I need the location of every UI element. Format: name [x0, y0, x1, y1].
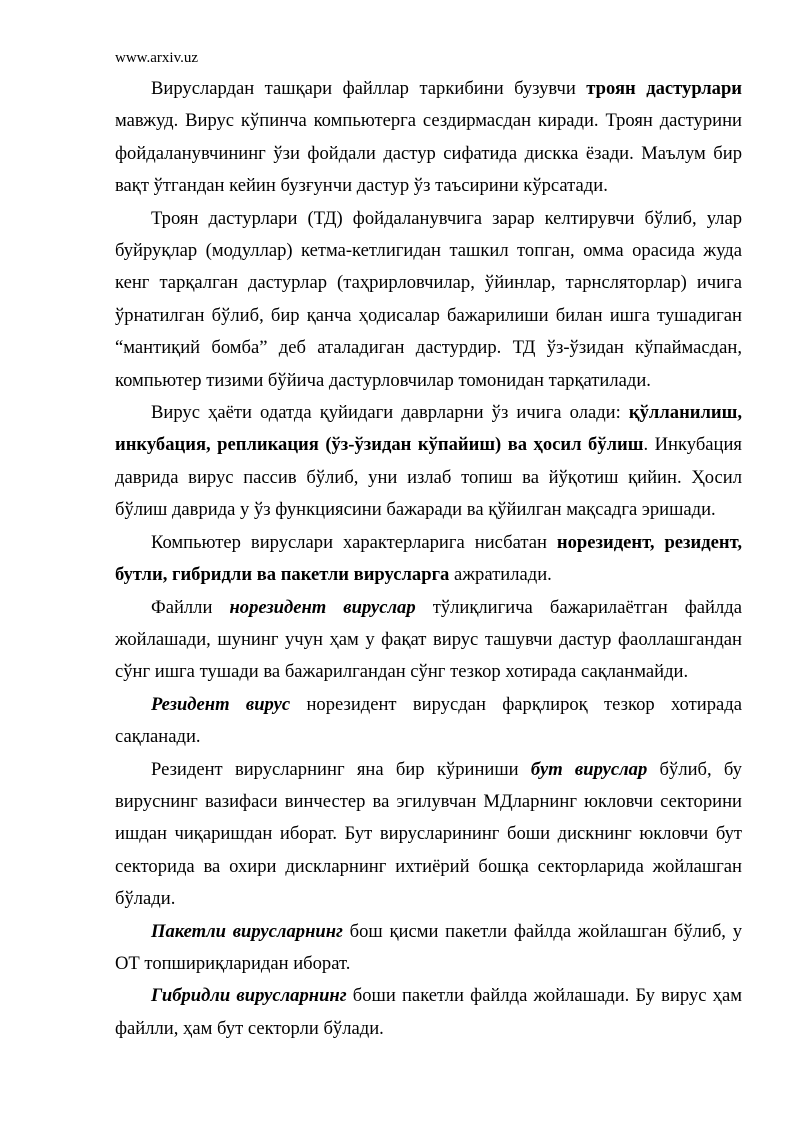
text-segment: бўлиб, бу вируснинг вазифаси винчестер ва эгилувчан МДларнинг юкловчи секторини ишдан чиқаришдан иборат. Бут вирусларининг боши дискнинг юкловчи бут секторида ва охири дискларнинг ихтиёрий бошқа секторларида жойлашган бўлади.	[115, 758, 742, 910]
text-segment: Компьютер вируслари характерларига нисбатан	[151, 531, 557, 553]
term-boot-viruses: бут вируслар	[530, 758, 648, 780]
paragraph-trojan-definition	[115, 203, 742, 397]
term-lifecycle-stages: қўлланилиш, инкубация, репликация (ўз-ўзидан кўпайиш) ва ҳосил бўлиш	[115, 402, 742, 456]
paragraph-nonresident-virus	[115, 592, 742, 689]
text-segment: Файлли	[151, 596, 230, 618]
text-segment: бош қисми пакетли файлда жойлашган бўлиб, у ОТ топшириқларидан иборат.	[115, 920, 742, 974]
paragraph-virus-types	[115, 527, 742, 592]
text-segment: Вируслардан ташқари файллар таркибини бузувчи	[151, 78, 587, 99]
paragraph-batch-virus	[115, 916, 742, 981]
text-segment: ажратилади.	[449, 564, 552, 586]
text-segment: Троян дастурлари (ТД) фойдаланувчига зарар келтирувчи бўлиб, улар буйруқлар (модуллар) кетма-кетлигидан ташкил топган, омма орасида жуда кенг тарқалган дастурлар (таҳрирловчилар, ўйинлар, тарнсляторлар) ичига ўрнатилган бўлиб, бир қанча ҳодисалар бажарилиши билан ишга тушадиган “мантиқий бомба” деб аталадиган дастурдир. ТД ўз-ўзидан кўпаймасдан, компьютер тизими бўйича дастурловчилар томонидан тарқатилади.	[115, 207, 742, 391]
term-batch-viruses: Пакетли вирусларнинг	[151, 920, 343, 942]
text-segment: . Инкубация даврида вирус пассив бўлиб, уни излаб топиш ва йўқотиш қийин. Ҳосил бўлиш даврида у ўз функциясини бажаради ва қўйилган мақсадга эришади.	[115, 434, 742, 521]
site-url: www.arxiv.uz	[115, 50, 199, 66]
paragraph-boot-virus	[115, 754, 742, 916]
text-segment: боши пакетли файлда жойлашади. Бу вирус ҳам файлли, ҳам бут секторли бўлади.	[115, 985, 742, 1039]
paragraph-hybrid-virus	[115, 980, 742, 1045]
text-segment: Резидент вирусларнинг яна бир кўриниши	[151, 758, 531, 780]
term-trojan-programs: троян дастурлари	[586, 78, 742, 99]
paragraph-resident-virus	[115, 689, 742, 754]
text-segment: мавжуд. Вирус кўпинча компьютерга сездирмасдан киради. Троян дастурини фойдаланувчининг ўзи фойдали дастур сифатида дискка ёзади. Маълум бир вақт ўтгандан кейин бузғунчи дастур ўз таъсирини кўрсатади.	[115, 110, 742, 197]
paragraph-trojan-intro	[115, 73, 742, 203]
paragraph-virus-lifecycle	[115, 397, 742, 527]
text-segment: Вирус ҳаёти одатда қуйидаги даврларни ўз ичига олади:	[151, 402, 629, 424]
term-virus-types: норезидент, резидент, бутли, гибридли ва пакетли вирусларга	[115, 531, 742, 586]
term-nonresident-viruses: норезидент вируслар	[229, 596, 416, 618]
term-hybrid-viruses: Гибридли вирусларнинг	[151, 985, 347, 1007]
text-segment: тўлиқлигича бажарилаётган файлда жойлашади, шунинг учун ҳам у фақат вирус ташувчи дастур фаоллашгандан сўнг ишга тушади ва бажарилгандан сўнг тезкор хотирада сақланмайди.	[115, 596, 742, 683]
term-resident-virus: Резидент вирус	[151, 693, 291, 715]
document-body	[115, 73, 742, 1045]
text-segment: норезидент вирусдан фарқлироқ тезкор хотирада сақланади.	[115, 693, 743, 748]
